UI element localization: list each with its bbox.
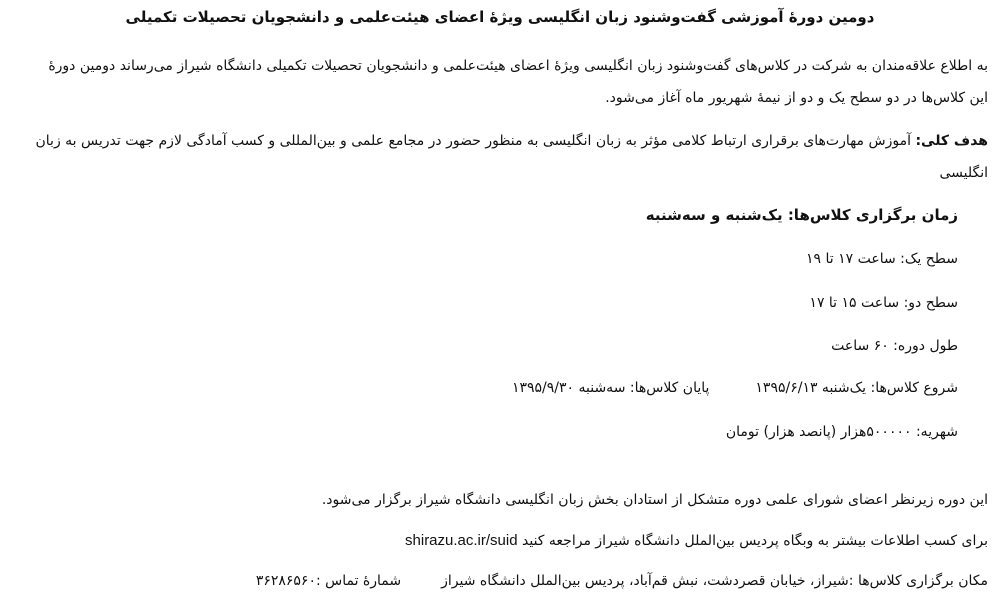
intro-line-1: به اطلاع علاقه‌مندان به شرکت در کلاس‌های گفت‌وشنود زبان انگلیسی ویژهٔ اعضای هیئت‌علمی و دانشجویان تحصیلات تکمیلی دانشگاه شیراز می‌رساند دومین دورهٔ xyxy=(48,58,988,74)
location-contact-line xyxy=(256,571,988,591)
schedule-dates xyxy=(512,378,958,398)
page-title: دومین دورهٔ آموزشی گفت‌وشنود زبان انگلیسی ویژهٔ اعضای هیئت‌علمی و دانشجویان تحصیلات تکمیلی xyxy=(125,8,875,26)
goal-text: آموزش مهارت‌های برقراری ارتباط کلامی مؤثر به زبان انگلیسی به منظور حضور در مجامع علمی و بین‌المللی و کسب آمادگی لازم جهت تدریس به زبان xyxy=(35,133,916,149)
goal-label: هدف کلی: xyxy=(915,133,988,149)
more-info-line xyxy=(405,531,988,551)
more-info-text: برای کسب اطلاعات بیشتر به وبگاه پردیس بین‌الملل دانشگاه شیراز مراجعه کنید xyxy=(517,533,988,549)
contact-phone: شمارهٔ تماس :۳۶۲۸۶۵۶۰ xyxy=(255,573,402,589)
end-date: پایان کلاس‌ها: سه‌شنبه ۱۳۹۵/۹/۳۰ xyxy=(511,380,710,396)
website-link[interactable]: shirazu.ac.ir/suid xyxy=(405,532,518,549)
venue-address: مکان برگزاری کلاس‌ها :شیراز، خیابان قصردشت، نبش قم‌آباد، پردیس بین‌الملل دانشگاه شیراز xyxy=(441,573,988,589)
tuition-fee: شهریه: ۵۰۰۰۰۰هزار (پانصد هزار) تومان xyxy=(725,424,958,440)
schedule-level-2: سطح دو: ساعت ۱۵ تا ۱۷ xyxy=(809,295,958,311)
schedule-level-1: سطح یک: ساعت ۱۷ تا ۱۹ xyxy=(806,251,958,267)
start-date: شروع کلاس‌ها: یک‌شنبه ۱۳۹۵/۶/۱۳ xyxy=(755,380,958,396)
supervision-note: این دوره زیرنظر اعضای شورای علمی دوره متشکل از استادان بخش زبان انگلیسی دانشگاه شیراز برگزار می‌شود. xyxy=(321,492,988,508)
goal-line-1 xyxy=(36,131,989,151)
goal-line-2: انگلیسی xyxy=(939,165,988,181)
course-duration: طول دوره: ۶۰ ساعت xyxy=(831,338,958,354)
intro-line-2: این کلاس‌ها در دو سطح یک و دو از نیمهٔ شهریور ماه آغاز می‌شود. xyxy=(605,90,988,106)
schedule-heading: زمان برگزاری کلاس‌ها: یک‌شنبه و سه‌شنبه xyxy=(645,206,958,224)
